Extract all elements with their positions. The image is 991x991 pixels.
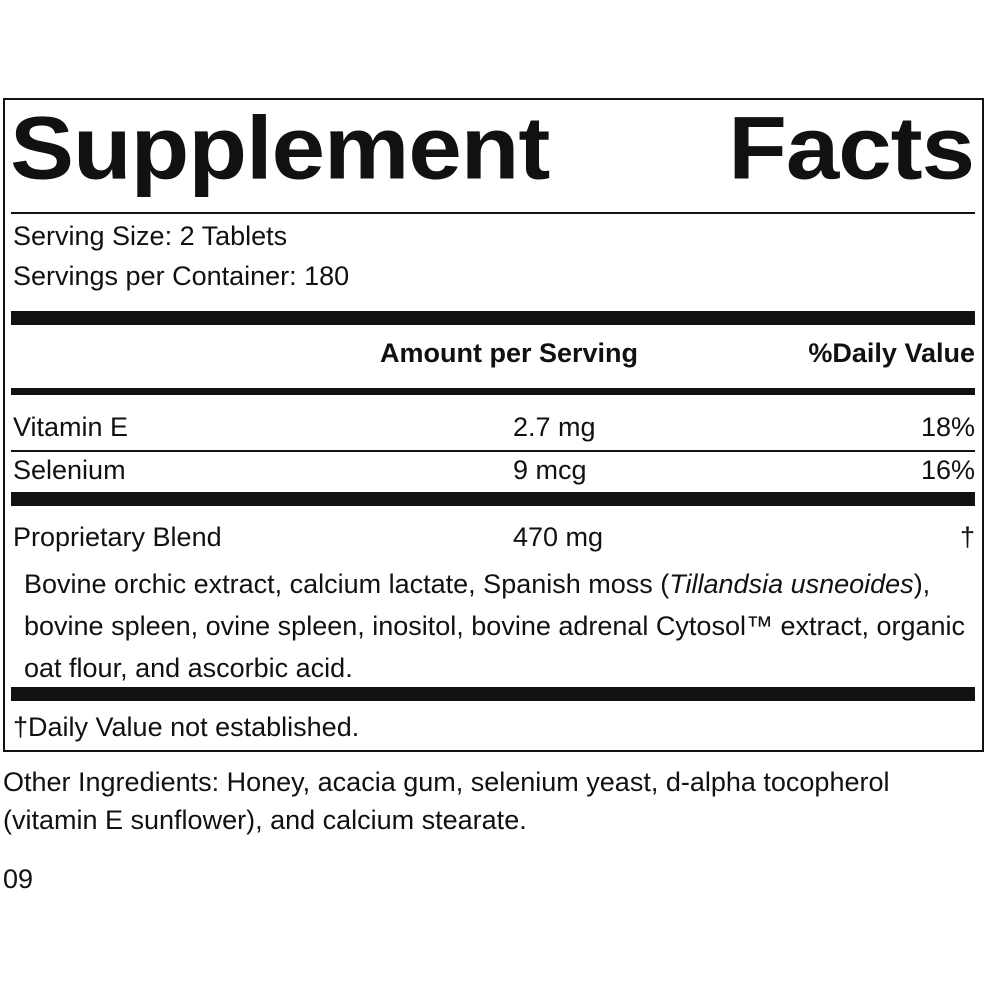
amount-header: Amount per Serving xyxy=(380,338,639,368)
blend-dv: † xyxy=(959,522,975,552)
nutrient-amount-selenium: 9 mcg xyxy=(513,455,587,485)
serving-rule xyxy=(11,311,975,325)
title-rule xyxy=(11,212,975,214)
blend-name: Proprietary Blend xyxy=(13,522,222,552)
nutrient-rule xyxy=(11,492,975,506)
blend-amount: 470 mg xyxy=(513,522,604,552)
blend-desc-latin-name: Tillandsia usneoides xyxy=(669,569,914,599)
blend-ingredients xyxy=(24,563,969,689)
nutrient-amount-vitamin-e: 2.7 mg xyxy=(513,412,596,442)
footnote: †Daily Value not established. xyxy=(13,712,360,742)
title-word-supplement: Supplement xyxy=(10,98,550,198)
blend-rule xyxy=(11,687,975,701)
row-rule xyxy=(11,450,975,452)
blend-desc-part1: Bovine orchic extract, calcium lactate, Spanish moss ( xyxy=(24,569,670,599)
nutrient-dv-selenium: 16% xyxy=(920,455,975,485)
header-rule xyxy=(11,388,975,395)
other-ingredients: Other Ingredients: Honey, acacia gum, selenium yeast, d-alpha tocopherol (vitamin E sunflower), and calcium stearate. xyxy=(3,767,890,835)
nutrient-name-vitamin-e: Vitamin E xyxy=(13,412,129,442)
title-word-facts: Facts xyxy=(728,98,974,198)
daily-value-header: %Daily Value xyxy=(808,338,975,368)
blend-desc-part2: ), bovine spleen, ovine spleen, inositol, bovine adrenal Cytosol™ extract, organic oat flour, and ascorbic acid. xyxy=(24,569,966,683)
servings-per-container: Servings per Container: 180 xyxy=(13,261,350,291)
product-code: 09 xyxy=(3,864,34,894)
nutrient-name-selenium: Selenium xyxy=(13,455,126,485)
nutrient-dv-vitamin-e: 18% xyxy=(920,412,975,442)
serving-size: Serving Size: 2 Tablets xyxy=(13,221,288,251)
panel-title xyxy=(10,98,974,198)
